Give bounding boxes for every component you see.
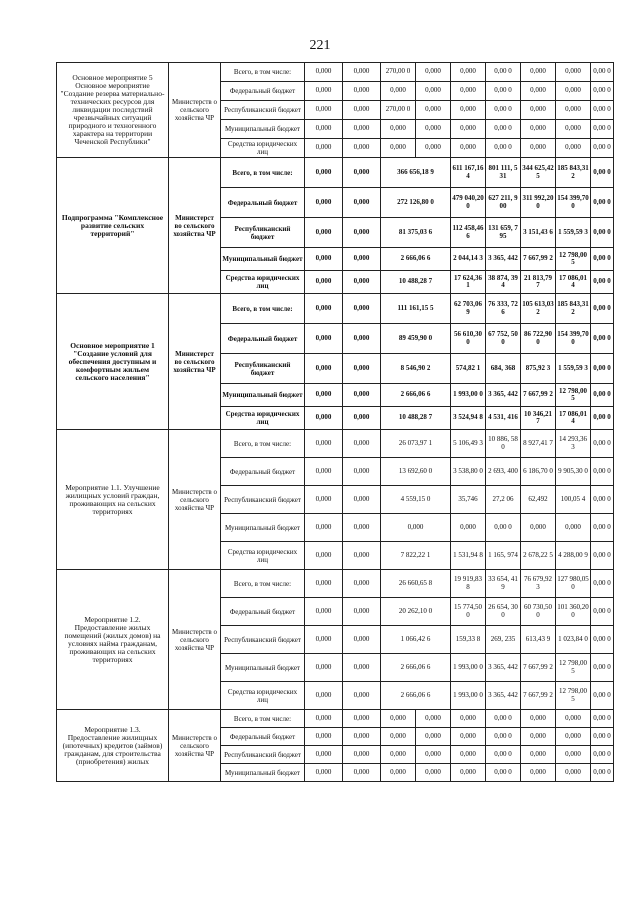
amount-cell: 0,000 xyxy=(381,764,416,782)
amount-cell: 684, 368 xyxy=(486,354,521,384)
amount-cell: 0,000 xyxy=(521,764,556,782)
amount-cell: 0,000 xyxy=(381,728,416,746)
amount-cell: 26 073,97 1 xyxy=(381,430,451,458)
amount-cell: 0,000 xyxy=(305,407,343,430)
amount-cell: 17 624,36 1 xyxy=(451,271,486,294)
amount-cell: 0,000 xyxy=(305,324,343,354)
amount-cell: 0,000 xyxy=(305,188,343,218)
amount-cell: 2 666,06 6 xyxy=(381,248,451,271)
funding-source-cell: Республиканский бюджет xyxy=(221,486,305,514)
amount-cell: 0,00 0 xyxy=(486,728,521,746)
table-row xyxy=(57,570,614,598)
amount-cell: 0,000 xyxy=(381,514,451,542)
funding-source-cell: Республиканский бюджет xyxy=(221,626,305,654)
amount-cell: 0,000 xyxy=(343,514,381,542)
funding-source-cell: Республиканский бюджет xyxy=(221,101,305,120)
amount-cell: 0,000 xyxy=(343,101,381,120)
amount-cell: 159,33 8 xyxy=(451,626,486,654)
amount-cell: 60 730,50 0 xyxy=(521,598,556,626)
amount-cell: 0,00 0 xyxy=(486,746,521,764)
amount-cell: 270,00 0 xyxy=(381,63,416,82)
amount-cell: 0,00 0 xyxy=(591,82,614,101)
amount-cell: 81 375,03 6 xyxy=(381,218,451,248)
amount-cell: 0,000 xyxy=(521,101,556,120)
amount-cell: 0,000 xyxy=(343,542,381,570)
amount-cell: 0,000 xyxy=(305,654,343,682)
amount-cell: 0,000 xyxy=(343,626,381,654)
amount-cell: 801 111, 531 xyxy=(486,158,521,188)
amount-cell: 111 161,15 5 xyxy=(381,294,451,324)
amount-cell: 366 656,18 9 xyxy=(381,158,451,188)
amount-cell: 56 610,30 0 xyxy=(451,324,486,354)
amount-cell: 67 752, 500 xyxy=(486,324,521,354)
amount-cell: 0,000 xyxy=(305,294,343,324)
amount-cell: 0,00 0 xyxy=(591,598,614,626)
amount-cell: 21 813,79 7 xyxy=(521,271,556,294)
amount-cell: 0,00 0 xyxy=(591,63,614,82)
funding-source-cell: Муниципальный бюджет xyxy=(221,654,305,682)
amount-cell: 154 399,70 0 xyxy=(556,324,591,354)
amount-cell: 0,00 0 xyxy=(486,101,521,120)
amount-cell: 0,000 xyxy=(305,82,343,101)
funding-source-cell: Всего, в том числе: xyxy=(221,710,305,728)
amount-cell: 0,000 xyxy=(416,746,451,764)
amount-cell: 0,000 xyxy=(305,354,343,384)
funding-source-cell: Всего, в том числе: xyxy=(221,294,305,324)
amount-cell: 0,00 0 xyxy=(591,570,614,598)
amount-cell: 26 654, 300 xyxy=(486,598,521,626)
amount-cell: 0,000 xyxy=(451,139,486,158)
funding-source-cell: Всего, в том числе: xyxy=(221,158,305,188)
amount-cell: 0,000 xyxy=(416,764,451,782)
amount-cell: 62 703,06 9 xyxy=(451,294,486,324)
funding-source-cell: Республиканский бюджет xyxy=(221,354,305,384)
funding-source-cell: Муниципальный бюджет xyxy=(221,384,305,407)
amount-cell: 1 559,59 3 xyxy=(556,218,591,248)
amount-cell: 1 165, 974 xyxy=(486,542,521,570)
amount-cell: 0,000 xyxy=(343,63,381,82)
amount-cell: 0,000 xyxy=(451,101,486,120)
amount-cell: 26 660,65 8 xyxy=(381,570,451,598)
amount-cell: 0,000 xyxy=(556,764,591,782)
amount-cell: 0,000 xyxy=(305,598,343,626)
amount-cell: 0,00 0 xyxy=(486,120,521,139)
program-name-cell: Мероприятие 1.2. Предоставление жилых помещений (жилых домов) на условиях найма гражданам, проживающих на сельских территориях xyxy=(57,570,169,710)
funding-source-cell: Средства юридических лиц xyxy=(221,407,305,430)
amount-cell: 0,000 xyxy=(521,514,556,542)
amount-cell: 0,000 xyxy=(521,139,556,158)
amount-cell: 105 613,03 2 xyxy=(521,294,556,324)
amount-cell: 875,92 3 xyxy=(521,354,556,384)
amount-cell: 27,2 06 xyxy=(486,486,521,514)
amount-cell: 5 106,49 3 xyxy=(451,430,486,458)
amount-cell: 0,000 xyxy=(381,710,416,728)
amount-cell: 0,00 0 xyxy=(591,626,614,654)
amount-cell: 269, 235 xyxy=(486,626,521,654)
amount-cell: 4 531, 416 xyxy=(486,407,521,430)
budget-table xyxy=(56,62,614,782)
amount-cell: 0,000 xyxy=(343,139,381,158)
amount-cell: 15 774,50 0 xyxy=(451,598,486,626)
amount-cell: 0,00 0 xyxy=(486,82,521,101)
amount-cell: 311 992,20 0 xyxy=(521,188,556,218)
amount-cell: 1 023,84 0 xyxy=(556,626,591,654)
amount-cell: 2 693, 400 xyxy=(486,458,521,486)
funding-source-cell: Федеральный бюджет xyxy=(221,188,305,218)
amount-cell: 0,000 xyxy=(521,746,556,764)
amount-cell: 0,000 xyxy=(343,570,381,598)
amount-cell: 89 459,90 0 xyxy=(381,324,451,354)
amount-cell: 0,00 0 xyxy=(591,407,614,430)
amount-cell: 0,000 xyxy=(305,430,343,458)
amount-cell: 0,000 xyxy=(556,63,591,82)
amount-cell: 0,00 0 xyxy=(591,682,614,710)
amount-cell: 0,000 xyxy=(556,710,591,728)
amount-cell: 0,00 0 xyxy=(591,486,614,514)
amount-cell: 0,000 xyxy=(451,63,486,82)
funding-source-cell: Средства юридических лиц xyxy=(221,271,305,294)
amount-cell: 0,00 0 xyxy=(591,218,614,248)
amount-cell: 12 798,00 5 xyxy=(556,682,591,710)
amount-cell: 0,00 0 xyxy=(591,746,614,764)
amount-cell: 2 666,06 6 xyxy=(381,682,451,710)
funding-source-cell: Федеральный бюджет xyxy=(221,82,305,101)
funding-source-cell: Муниципальный бюджет xyxy=(221,120,305,139)
amount-cell: 3 538,80 0 xyxy=(451,458,486,486)
funding-source-cell: Всего, в том числе: xyxy=(221,570,305,598)
amount-cell: 0,000 xyxy=(343,407,381,430)
amount-cell: 10 488,28 7 xyxy=(381,407,451,430)
program-name-cell: Подпрограмма "Комплексное развитие сельских территорий" xyxy=(57,158,169,294)
amount-cell: 0,000 xyxy=(381,120,416,139)
amount-cell: 3 365, 442 xyxy=(486,248,521,271)
amount-cell: 0,000 xyxy=(305,384,343,407)
executor-cell: Министерст во сельского хозяйства ЧР xyxy=(169,294,221,430)
amount-cell: 3 524,94 8 xyxy=(451,407,486,430)
amount-cell: 0,000 xyxy=(451,82,486,101)
amount-cell: 4 288,00 9 xyxy=(556,542,591,570)
funding-source-cell: Федеральный бюджет xyxy=(221,598,305,626)
amount-cell: 0,000 xyxy=(305,682,343,710)
funding-source-cell: Всего, в том числе: xyxy=(221,430,305,458)
amount-cell: 33 654, 419 xyxy=(486,570,521,598)
amount-cell: 0,00 0 xyxy=(486,710,521,728)
amount-cell: 8 927,41 7 xyxy=(521,430,556,458)
amount-cell: 611 167,16 4 xyxy=(451,158,486,188)
table-row xyxy=(57,63,614,82)
executor-cell: Министерств о сельского хозяйства ЧР xyxy=(169,570,221,710)
amount-cell: 0,000 xyxy=(305,764,343,782)
amount-cell: 1 531,94 8 xyxy=(451,542,486,570)
amount-cell: 0,000 xyxy=(343,728,381,746)
amount-cell: 0,000 xyxy=(556,728,591,746)
funding-source-cell: Средства юридических лиц xyxy=(221,682,305,710)
amount-cell: 112 458,46 6 xyxy=(451,218,486,248)
amount-cell: 0,00 0 xyxy=(486,514,521,542)
amount-cell: 0,00 0 xyxy=(591,710,614,728)
funding-source-cell: Республиканский бюджет xyxy=(221,218,305,248)
amount-cell: 0,000 xyxy=(305,486,343,514)
amount-cell: 0,000 xyxy=(416,63,451,82)
amount-cell: 7 667,99 2 xyxy=(521,384,556,407)
amount-cell: 272 126,80 0 xyxy=(381,188,451,218)
amount-cell: 0,000 xyxy=(305,458,343,486)
amount-cell: 1 066,42 6 xyxy=(381,626,451,654)
amount-cell: 0,000 xyxy=(305,728,343,746)
amount-cell: 0,000 xyxy=(451,764,486,782)
amount-cell: 0,000 xyxy=(451,120,486,139)
amount-cell: 0,000 xyxy=(521,82,556,101)
amount-cell: 574,82 1 xyxy=(451,354,486,384)
page-number: 221 xyxy=(309,38,331,53)
amount-cell: 0,000 xyxy=(381,746,416,764)
amount-cell: 185 843,31 2 xyxy=(556,158,591,188)
amount-cell: 0,00 0 xyxy=(591,654,614,682)
amount-cell: 3 365, 442 xyxy=(486,682,521,710)
amount-cell: 0,00 0 xyxy=(591,458,614,486)
amount-cell: 0,00 0 xyxy=(591,101,614,120)
amount-cell: 131 659, 795 xyxy=(486,218,521,248)
funding-source-cell: Федеральный бюджет xyxy=(221,728,305,746)
amount-cell: 6 186,70 0 xyxy=(521,458,556,486)
amount-cell: 0,000 xyxy=(521,120,556,139)
amount-cell: 12 798,00 5 xyxy=(556,248,591,271)
table-row xyxy=(57,710,614,728)
amount-cell: 12 798,00 5 xyxy=(556,654,591,682)
amount-cell: 17 086,01 4 xyxy=(556,407,591,430)
amount-cell: 2 044,14 3 xyxy=(451,248,486,271)
amount-cell: 0,000 xyxy=(305,626,343,654)
amount-cell: 0,000 xyxy=(343,486,381,514)
amount-cell: 0,000 xyxy=(343,598,381,626)
funding-source-cell: Муниципальный бюджет xyxy=(221,764,305,782)
amount-cell: 4 559,15 0 xyxy=(381,486,451,514)
amount-cell: 0,000 xyxy=(343,248,381,271)
program-name-cell: Основное мероприятие 5 Основное мероприятие "Создание резерва материально-технических ресурсов для ликвидации последствий чрезвычайных ситуаций природного и техногенного характера на территории Чеченской Республики" xyxy=(57,63,169,158)
amount-cell: 100,05 4 xyxy=(556,486,591,514)
amount-cell: 10 346,21 7 xyxy=(521,407,556,430)
amount-cell: 0,000 xyxy=(416,728,451,746)
amount-cell: 0,000 xyxy=(451,514,486,542)
amount-cell: 0,00 0 xyxy=(591,139,614,158)
amount-cell: 0,000 xyxy=(305,248,343,271)
amount-cell: 3 365, 442 xyxy=(486,654,521,682)
amount-cell: 0,000 xyxy=(451,746,486,764)
amount-cell: 1 993,00 0 xyxy=(451,682,486,710)
amount-cell: 38 874, 394 xyxy=(486,271,521,294)
amount-cell: 0,000 xyxy=(305,542,343,570)
amount-cell: 10 488,28 7 xyxy=(381,271,451,294)
funding-source-cell: Средства юридических лиц xyxy=(221,542,305,570)
amount-cell: 0,00 0 xyxy=(591,188,614,218)
amount-cell: 185 843,31 2 xyxy=(556,294,591,324)
amount-cell: 0,000 xyxy=(305,158,343,188)
amount-cell: 1 559,59 3 xyxy=(556,354,591,384)
amount-cell: 0,000 xyxy=(305,514,343,542)
executor-cell: Министерст во сельского хозяйства ЧР xyxy=(169,158,221,294)
funding-source-cell: Муниципальный бюджет xyxy=(221,248,305,271)
amount-cell: 76 333, 726 xyxy=(486,294,521,324)
amount-cell: 0,00 0 xyxy=(591,248,614,271)
amount-cell: 0,000 xyxy=(305,218,343,248)
amount-cell: 0,000 xyxy=(343,458,381,486)
amount-cell: 154 399,70 0 xyxy=(556,188,591,218)
amount-cell: 0,000 xyxy=(521,710,556,728)
amount-cell: 13 692,60 0 xyxy=(381,458,451,486)
funding-source-cell: Муниципальный бюджет xyxy=(221,514,305,542)
amount-cell: 0,000 xyxy=(343,430,381,458)
amount-cell: 0,00 0 xyxy=(591,542,614,570)
amount-cell: 0,000 xyxy=(521,728,556,746)
amount-cell: 270,00 0 xyxy=(381,101,416,120)
amount-cell: 0,000 xyxy=(556,101,591,120)
amount-cell: 0,00 0 xyxy=(591,354,614,384)
amount-cell: 0,00 0 xyxy=(591,294,614,324)
amount-cell: 0,000 xyxy=(556,514,591,542)
amount-cell: 76 679,92 3 xyxy=(521,570,556,598)
amount-cell: 0,000 xyxy=(343,682,381,710)
amount-cell: 0,000 xyxy=(416,139,451,158)
amount-cell: 0,000 xyxy=(451,710,486,728)
amount-cell: 0,000 xyxy=(305,120,343,139)
amount-cell: 62,492 xyxy=(521,486,556,514)
amount-cell: 0,000 xyxy=(305,139,343,158)
amount-cell: 0,000 xyxy=(343,324,381,354)
amount-cell: 127 980,05 0 xyxy=(556,570,591,598)
amount-cell: 0,00 0 xyxy=(591,271,614,294)
amount-cell: 0,000 xyxy=(343,82,381,101)
executor-cell: Министерств о сельского хозяйства ЧР xyxy=(169,710,221,782)
amount-cell: 0,000 xyxy=(343,354,381,384)
amount-cell: 0,00 0 xyxy=(591,764,614,782)
amount-cell: 0,000 xyxy=(416,710,451,728)
amount-cell: 0,000 xyxy=(305,570,343,598)
amount-cell: 101 360,20 0 xyxy=(556,598,591,626)
amount-cell: 0,00 0 xyxy=(591,430,614,458)
amount-cell: 0,000 xyxy=(305,746,343,764)
program-name-cell: Мероприятие 1.3. Предоставление жилищных (ипотечных) кредитов (займов) гражданам, для строительства (приобретения) жилых xyxy=(57,710,169,782)
amount-cell: 12 798,00 5 xyxy=(556,384,591,407)
amount-cell: 0,000 xyxy=(305,63,343,82)
amount-cell: 0,000 xyxy=(305,101,343,120)
amount-cell: 8 546,90 2 xyxy=(381,354,451,384)
table-row xyxy=(57,158,614,188)
amount-cell: 2 666,06 6 xyxy=(381,654,451,682)
amount-cell: 0,00 0 xyxy=(591,120,614,139)
amount-cell: 3 151,43 6 xyxy=(521,218,556,248)
funding-source-cell: Федеральный бюджет xyxy=(221,458,305,486)
amount-cell: 0,000 xyxy=(451,728,486,746)
amount-cell: 3 365, 442 xyxy=(486,384,521,407)
amount-cell: 0,000 xyxy=(416,101,451,120)
amount-cell: 0,000 xyxy=(305,710,343,728)
amount-cell: 14 293,36 3 xyxy=(556,430,591,458)
table-row xyxy=(57,430,614,458)
amount-cell: 0,000 xyxy=(343,294,381,324)
amount-cell: 0,000 xyxy=(381,82,416,101)
amount-cell: 20 262,10 0 xyxy=(381,598,451,626)
amount-cell: 10 886, 580 xyxy=(486,430,521,458)
program-name-cell: Основное мероприятие 1 "Создание условий для обеспечения доступным и комфортным жильем сельского населения" xyxy=(57,294,169,430)
funding-source-cell: Федеральный бюджет xyxy=(221,324,305,354)
amount-cell: 0,000 xyxy=(343,654,381,682)
amount-cell: 19 919,83 8 xyxy=(451,570,486,598)
amount-cell: 0,000 xyxy=(343,384,381,407)
amount-cell: 2 678,22 5 xyxy=(521,542,556,570)
amount-cell: 0,000 xyxy=(343,710,381,728)
amount-cell: 7 667,99 2 xyxy=(521,682,556,710)
amount-cell: 0,000 xyxy=(305,271,343,294)
amount-cell: 35,746 xyxy=(451,486,486,514)
amount-cell: 2 666,06 6 xyxy=(381,384,451,407)
amount-cell: 0,000 xyxy=(343,746,381,764)
amount-cell: 0,000 xyxy=(416,82,451,101)
executor-cell: Министерств о сельского хозяйства ЧР xyxy=(169,430,221,570)
amount-cell: 7 667,99 2 xyxy=(521,248,556,271)
amount-cell: 9 905,30 0 xyxy=(556,458,591,486)
amount-cell: 0,000 xyxy=(416,120,451,139)
amount-cell: 627 211, 900 xyxy=(486,188,521,218)
amount-cell: 86 722,90 0 xyxy=(521,324,556,354)
amount-cell: 0,00 0 xyxy=(486,63,521,82)
amount-cell: 0,00 0 xyxy=(591,384,614,407)
amount-cell: 0,000 xyxy=(521,63,556,82)
amount-cell: 0,000 xyxy=(556,746,591,764)
program-name-cell: Мероприятие 1.1. Улучшение жилищных условий граждан, проживающих на сельских территориях xyxy=(57,430,169,570)
funding-source-cell: Всего, в том числе: xyxy=(221,63,305,82)
amount-cell: 0,000 xyxy=(343,271,381,294)
amount-cell: 1 993,00 0 xyxy=(451,654,486,682)
funding-source-cell: Средства юридических лиц xyxy=(221,139,305,158)
amount-cell: 0,000 xyxy=(556,139,591,158)
amount-cell: 0,000 xyxy=(343,188,381,218)
amount-cell: 7 822,22 1 xyxy=(381,542,451,570)
amount-cell: 0,00 0 xyxy=(486,764,521,782)
amount-cell: 613,43 9 xyxy=(521,626,556,654)
amount-cell: 7 667,99 2 xyxy=(521,654,556,682)
amount-cell: 344 625,42 5 xyxy=(521,158,556,188)
amount-cell: 1 993,00 0 xyxy=(451,384,486,407)
amount-cell: 0,000 xyxy=(343,158,381,188)
amount-cell: 0,000 xyxy=(556,120,591,139)
amount-cell: 0,00 0 xyxy=(591,514,614,542)
executor-cell: Министерств о сельского хозяйства ЧР xyxy=(169,63,221,158)
amount-cell: 0,00 0 xyxy=(591,324,614,354)
table-row xyxy=(57,294,614,324)
amount-cell: 479 040,20 0 xyxy=(451,188,486,218)
amount-cell: 0,000 xyxy=(343,764,381,782)
amount-cell: 17 086,01 4 xyxy=(556,271,591,294)
amount-cell: 0,000 xyxy=(381,139,416,158)
amount-cell: 0,000 xyxy=(556,82,591,101)
amount-cell: 0,000 xyxy=(343,120,381,139)
amount-cell: 0,00 0 xyxy=(591,728,614,746)
amount-cell: 0,00 0 xyxy=(591,158,614,188)
amount-cell: 0,00 0 xyxy=(486,139,521,158)
amount-cell: 0,000 xyxy=(343,218,381,248)
funding-source-cell: Республиканский бюджет xyxy=(221,746,305,764)
